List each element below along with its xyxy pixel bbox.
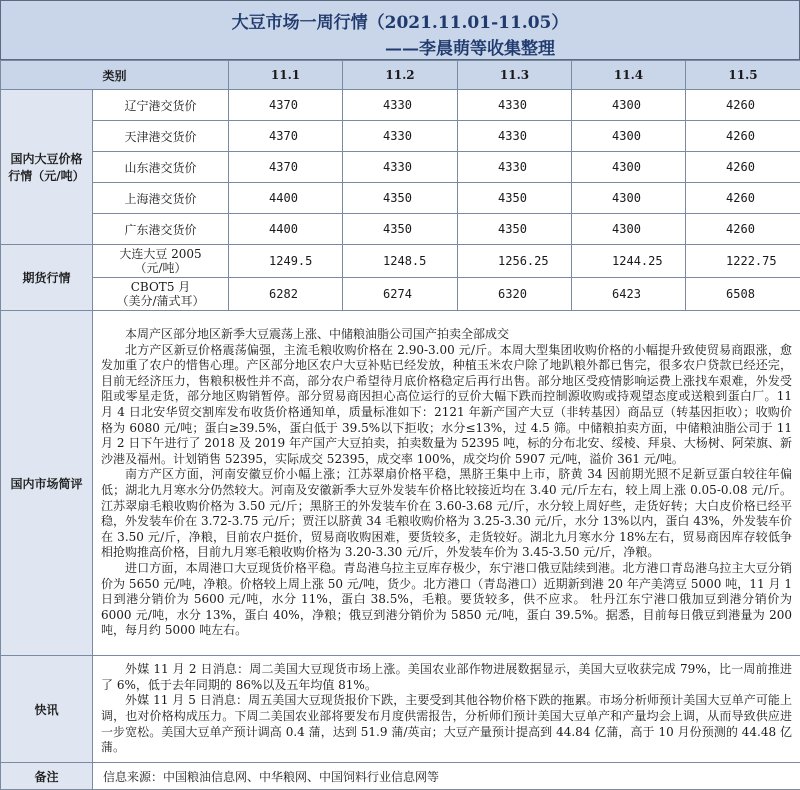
- market-table: [0, 60, 800, 790]
- header-category: 类别: [1, 61, 229, 90]
- price-cell: 4260: [686, 183, 800, 214]
- port-name: 山东港交货价: [93, 152, 229, 183]
- price-cell: 4350: [458, 183, 572, 214]
- table-row: [1, 278, 800, 311]
- price-cell: 4350: [458, 214, 572, 245]
- table-row: [1, 183, 800, 214]
- port-name: 辽宁港交货价: [93, 90, 229, 121]
- price-cell: 4330: [343, 152, 458, 183]
- futures-cell: 6320: [458, 278, 572, 311]
- news-paragraph: 外媒 11 月 5 日消息：周五美国大豆现货报价下跌，主要受到其他谷物价格下跌的拖累。市场分析师预计美国大豆单产可能上调，也对价格构成压力。下周二美国农业部将要发布月度供需报告，分析师们预计美国大豆单产和产量均会上调，从而导致供应进一步宽松。美国大豆单产预计调高 0.4 蒲，达到 51.9 蒲/英亩；大豆产量预计提高到 44.84 亿蒲，高于 10 月份预测的 44.48 亿蒲。: [101, 693, 792, 755]
- table-row: [1, 214, 800, 245]
- futures-cell: 1256.25: [458, 245, 572, 278]
- review-paragraph: 本周产区部分地区新季大豆震荡上涨、中储粮油脂公司国产拍卖全部成交: [101, 327, 792, 343]
- domestic-price-label: 国内大豆价格行情（元/吨）: [1, 90, 93, 245]
- price-cell: 4330: [343, 90, 458, 121]
- table-row: [1, 245, 800, 278]
- price-cell: 4370: [229, 121, 343, 152]
- futures-cell: 6274: [343, 278, 458, 311]
- futures-cell: 1244.25: [572, 245, 686, 278]
- price-cell: 4300: [572, 183, 686, 214]
- price-cell: 4400: [229, 183, 343, 214]
- review-paragraph: 南方产区方面，河南安徽豆价小幅上涨；江苏翠扇价格平稳，黑脐王集中上市，脐黄 34 因前期光照不足新豆蛋白较往年偏低；湖北九月寒水分仍然较大。河南及安徽新季大豆外发装车价格比较接近均在 3.40 元/斤左右，较上周上涨 0.05-0.08 元/斤。江苏翠扇毛粮收购价格为 3.50 元/斤；黑脐王的外发装车价在 3.60-3.68 元/斤，水分较上周好些，走货好转；大白皮价格已经平稳，外发装车价在 3.72-3.75 元/斤；贾汪以脐黄 34 毛粮收购价格为 3.25-3.30 元/斤，水分 13%以内，蛋白 43%，外发装车价在 3.50 元/斤，净粮，目前农户挺价，贸易商收购困难，要货较多，走货较好。湖北九月寒水分 18%左右，贸易商因库存较低争相抢购推高价格，目前九月寒毛粮收购价格为 3.20-3.30 元/斤，外发装车价为 3.45-3.50 元/斤，净粮。: [101, 467, 792, 561]
- market-review-label: 国内市场简评: [1, 311, 93, 656]
- table-row: [1, 763, 800, 790]
- market-review-body: [93, 311, 800, 656]
- remarks-text: 信息来源：中国粮油信息网、中华粮网、中国饲料行业信息网等: [93, 763, 800, 790]
- table-row: [1, 656, 800, 763]
- report-title: 大豆市场一周行情（2021.11.01-11.05）: [1, 8, 799, 33]
- futures-cell: 1248.5: [343, 245, 458, 278]
- futures-cell: 6508: [686, 278, 800, 311]
- news-body: [93, 656, 800, 763]
- port-name: 广东港交货价: [93, 214, 229, 245]
- port-name: 上海港交货价: [93, 183, 229, 214]
- futures-cell: 1249.5: [229, 245, 343, 278]
- futures-contract-name: 大连大豆 2005: [93, 247, 228, 261]
- header-date: 11.5: [686, 61, 800, 90]
- price-cell: 4330: [458, 121, 572, 152]
- news-label: 快讯: [1, 656, 93, 763]
- table-row: [1, 311, 800, 656]
- futures-contract-unit: （元/吨）: [93, 261, 228, 275]
- price-cell: 4260: [686, 152, 800, 183]
- futures-contract-unit: （美分/蒲式耳）: [93, 294, 228, 308]
- price-cell: 4300: [572, 152, 686, 183]
- header-date: 11.2: [343, 61, 458, 90]
- news-paragraph: 外媒 11 月 2 日消息：周二美国大豆现货市场上涨。美国农业部作物进展数据显示，美国大豆收获完成 79%，比一周前推进了 6%，低于去年同期的 86%以及五年均值 81%。: [101, 662, 792, 693]
- price-cell: 4400: [229, 214, 343, 245]
- price-cell: 4260: [686, 90, 800, 121]
- price-cell: 4300: [572, 90, 686, 121]
- remarks-label: 备注: [1, 763, 93, 790]
- price-cell: 4260: [686, 214, 800, 245]
- table-row: [1, 90, 800, 121]
- header-date: 11.3: [458, 61, 572, 90]
- price-cell: 4350: [343, 183, 458, 214]
- futures-cell: 6423: [572, 278, 686, 311]
- futures-label: 期货行情: [1, 245, 93, 311]
- price-cell: 4330: [458, 90, 572, 121]
- price-cell: 4370: [229, 152, 343, 183]
- price-cell: 4370: [229, 90, 343, 121]
- futures-contract: [93, 278, 229, 311]
- table-row: [1, 152, 800, 183]
- price-cell: 4260: [686, 121, 800, 152]
- price-cell: 4330: [343, 121, 458, 152]
- price-cell: 4300: [572, 214, 686, 245]
- review-paragraph: 进口方面，本周港口大豆现货价格平稳。青岛港乌拉主豆库存极少，东宁港口俄豆陆续到港。北方港口青岛港乌拉主大豆分销价为 5650 元/吨，净粮。价格较上周上涨 50 元/吨，货少。北方港口（青岛港口）近期新到港 20 年产美湾豆 5000 吨，11 月 1 日到港分销价为 5600 元/吨，水分 11%，蛋白 38.5%，毛粮。要货较多，供不应求。 牡丹江东宁港口俄加豆到港分销价为 6000 元/吨，水分 13%，蛋白 40%，净粮；俄豆到港分销价为 5850 元/吨，蛋白 39.5%。据悉，目前每日俄豆到港量为 200 吨，每月约 5000 吨左右。: [101, 561, 792, 639]
- price-cell: 4300: [572, 121, 686, 152]
- futures-contract-name: CBOT5 月: [93, 280, 228, 294]
- futures-cell: 6282: [229, 278, 343, 311]
- header-date: 11.4: [572, 61, 686, 90]
- review-paragraph: 北方产区新豆价格震荡偏强，主流毛粮收购价格在 2.90-3.00 元/斤。本周大型集团收购价格的小幅提升致使贸易商跟涨，愈发加重了农户的惜售心理。产区部分地区农户大豆补贴已经发放，种植玉米农户除了地趴粮外都已售完，很多农户贷款已经还完，目前无经济压力，售粮积极性并不高，部分农户希望待月底价格稳定后再行出售。部分地区受疫情影响运费上涨找车艰难，外发受阻或零星走货，部分地区购销暂停。部分贸易商因担心高位运行的豆价大幅下跌而控制源收购或持观望态度或送粮到蛋白厂。11 月 4 日北安华贸交割库发布收货价格通知单，质量标准如下：2121 年新产国产大豆（非转基因）商品豆（转基因拒收）；收购价格为 6080 元/吨；蛋白≥39.5%，蛋白低于 39.5%以下拒收；水分≤13%，过 4.5 筛。中储粮拍卖方面，中储粮油脂公司于 11 月 2 日下午进行了 2018 及 2019 年产国产大豆拍卖，拍卖数量为 52395 吨，标的分布北安、绥棱、拜泉、大杨树、阿荣旗、新沙港及福州。计划销售 52395，实际成交 52395，成交率 100%，成交均价 5907 元/吨，溢价 361 元/吨。: [101, 343, 792, 468]
- report-title-block: [0, 0, 800, 60]
- header-row: [1, 61, 800, 90]
- header-date: 11.1: [229, 61, 343, 90]
- price-cell: 4330: [458, 152, 572, 183]
- futures-contract: [93, 245, 229, 278]
- table-row: [1, 121, 800, 152]
- price-cell: 4350: [343, 214, 458, 245]
- port-name: 天津港交货价: [93, 121, 229, 152]
- report-author: ——李晨萌等收集整理: [1, 34, 799, 59]
- futures-cell: 1222.75: [686, 245, 800, 278]
